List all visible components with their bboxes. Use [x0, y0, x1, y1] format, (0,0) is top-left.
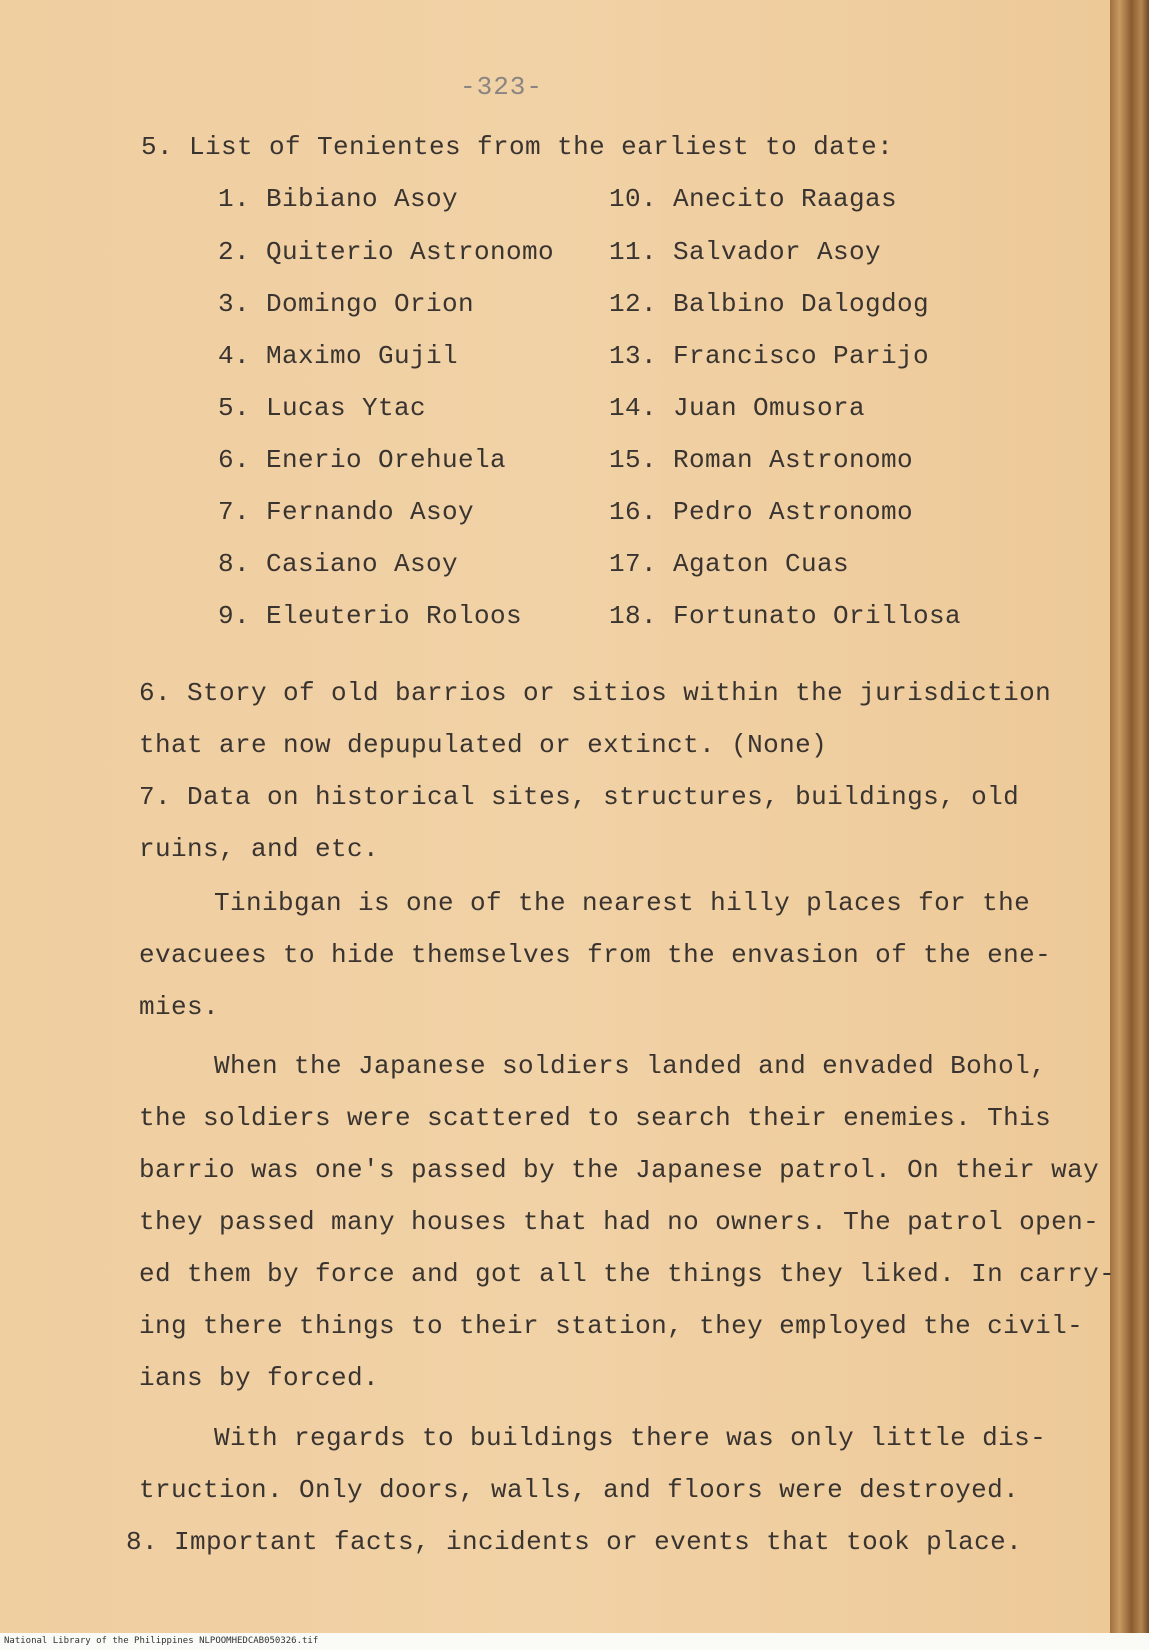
- list-item: 9. Eleuterio Roloos: [218, 601, 523, 631]
- section-7-line-2: ruins, and etc.: [139, 834, 380, 864]
- paragraph-line: ed them by force and got all the things they liked. In carry-: [139, 1259, 1116, 1289]
- paragraph-line: truction. Only doors, walls, and floors were destroyed.: [139, 1475, 1020, 1505]
- section-5-heading: 5. List of Tenientes from the earliest to date:: [141, 132, 894, 162]
- section-6-line-2: that are now depupulated or extinct. (None): [139, 730, 828, 760]
- section-6-line-1: 6. Story of old barrios or sitios within the jurisdiction: [139, 678, 1052, 708]
- book-binding: [1110, 0, 1149, 1650]
- paragraph-line: When the Japanese soldiers landed and envaded Bohol,: [214, 1051, 1047, 1081]
- list-item: 14. Juan Omusora: [609, 393, 866, 423]
- paragraph-line: barrio was one's passed by the Japanese patrol. On their way: [139, 1155, 1100, 1185]
- paragraph-line: evacuees to hide themselves from the envasion of the ene-: [139, 940, 1052, 970]
- paragraph-line: With regards to buildings there was only little dis-: [214, 1423, 1047, 1453]
- list-item: 16. Pedro Astronomo: [609, 497, 914, 527]
- page-number: -323-: [460, 72, 544, 102]
- paragraph-line: the soldiers were scattered to search their enemies. This: [139, 1103, 1052, 1133]
- list-item: 6. Enerio Orehuela: [218, 445, 507, 475]
- list-item: 2. Quiterio Astronomo: [218, 237, 555, 267]
- section-8-line-1: 8. Important facts, incidents or events that took place.: [126, 1527, 1023, 1557]
- paragraph-line: mies.: [139, 992, 220, 1022]
- list-item: 8. Casiano Asoy: [218, 549, 459, 579]
- list-item: 5. Lucas Ytac: [218, 393, 427, 423]
- paragraph-line: ians by forced.: [139, 1363, 380, 1393]
- list-item: 7. Fernando Asoy: [218, 497, 475, 527]
- list-item: 4. Maximo Gujil: [218, 341, 459, 371]
- list-item: 13. Francisco Parijo: [609, 341, 930, 371]
- list-item: 15. Roman Astronomo: [609, 445, 914, 475]
- list-item: 3. Domingo Orion: [218, 289, 475, 319]
- paragraph-line: ing there things to their station, they employed the civil-: [139, 1311, 1084, 1341]
- list-item: 12. Balbino Dalogdog: [609, 289, 930, 319]
- list-item: 1. Bibiano Asoy: [218, 184, 459, 214]
- list-item: 10. Anecito Raagas: [609, 184, 898, 214]
- list-item: 18. Fortunato Orillosa: [609, 601, 962, 631]
- list-item: 11. Salvador Asoy: [609, 237, 882, 267]
- paragraph-line: Tinibgan is one of the nearest hilly places for the: [214, 888, 1031, 918]
- footer-caption: National Library of the Philippines NLPOOMHEDCAB050326.tif: [4, 1636, 319, 1646]
- paragraph-line: they passed many houses that had no owners. The patrol open-: [139, 1207, 1100, 1237]
- list-item: 17. Agaton Cuas: [609, 549, 850, 579]
- section-7-line-1: 7. Data on historical sites, structures, buildings, old: [139, 782, 1020, 812]
